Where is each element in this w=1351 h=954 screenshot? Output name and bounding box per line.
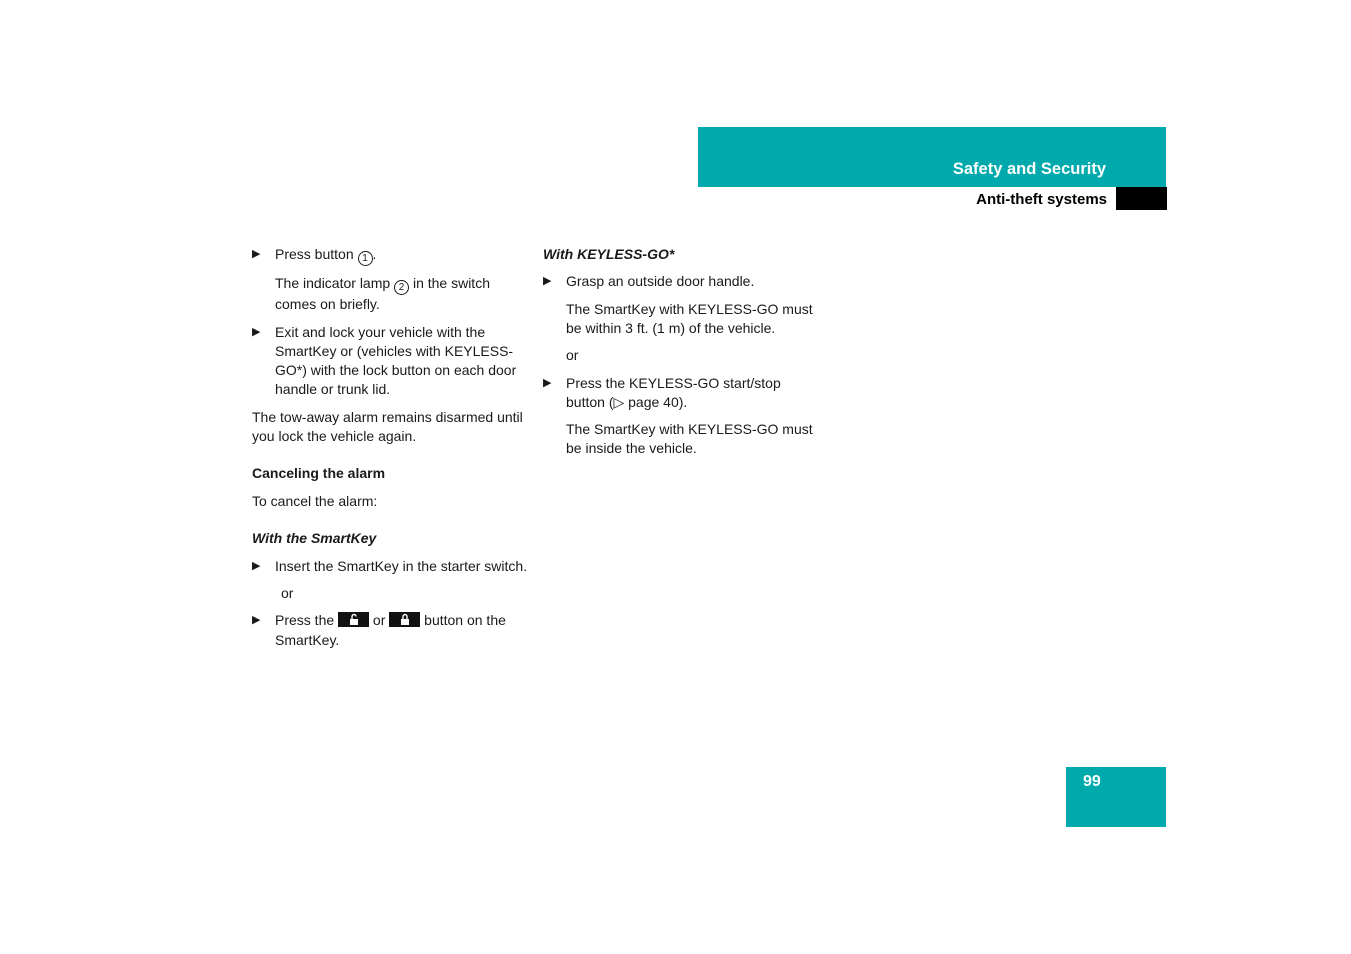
right-column xyxy=(543,245,823,467)
header-band xyxy=(698,127,1166,187)
body-paragraph: To cancel the alarm: xyxy=(252,493,378,510)
bullet-arrow-icon: ▶ xyxy=(543,275,552,288)
bullet-arrow-icon: ▶ xyxy=(252,248,261,260)
left-column xyxy=(252,245,532,658)
instruction-step: ▶ Press the or button on the SmartKey. xyxy=(252,612,506,648)
body-paragraph: The tow-away alarm remains disarmed until you lock the vehicle again. xyxy=(252,408,523,444)
bullet-arrow-icon: ▶ xyxy=(252,325,261,338)
bullet-arrow-icon: ▶ xyxy=(252,559,261,572)
page-number: 99 xyxy=(1083,773,1101,790)
unlock-icon xyxy=(338,612,369,627)
section-heading: Canceling the alarm xyxy=(252,464,386,481)
instruction-step: ▶ Grasp an outside door handle. xyxy=(543,272,823,291)
instruction-note: The SmartKey with KEYLESS-GO must be inside the vehicle. xyxy=(566,421,813,457)
callout-number: 2 xyxy=(394,280,409,295)
or-separator: or xyxy=(281,584,294,601)
section-title: Safety and Security xyxy=(952,160,1106,178)
instruction-note: The SmartKey with KEYLESS-GO must be within 3 ft. (1 m) of the vehicle. xyxy=(566,300,813,336)
instruction-note: The indicator lamp 2 in the switch comes on briefly. xyxy=(275,275,490,313)
subsection-heading: With the SmartKey xyxy=(252,530,377,547)
instruction-step: ▶ Press button 1 . xyxy=(252,246,377,264)
or-separator: or xyxy=(566,347,579,364)
section-subtitle: Anti-theft systems xyxy=(976,191,1107,208)
bullet-arrow-icon: ▶ xyxy=(543,376,552,389)
bullet-arrow-icon: ▶ xyxy=(252,614,261,627)
subsection-heading: With KEYLESS-GO* xyxy=(543,246,675,262)
instruction-step: ▶ Press the KEYLESS-GO start/stop button (▷ page 40). xyxy=(543,374,781,410)
instruction-step: ▶ Insert the SmartKey in the starter switch. xyxy=(252,557,532,576)
lock-icon xyxy=(389,612,420,627)
callout-number: 1 xyxy=(358,251,373,266)
instruction-step: ▶ Exit and lock your vehicle with the SmartKey or (vehicles with KEYLESS-GO*) with the lock button on each door handle or trunk lid. xyxy=(252,323,517,398)
page-number-box xyxy=(1066,767,1166,827)
section-tab xyxy=(1116,187,1167,210)
